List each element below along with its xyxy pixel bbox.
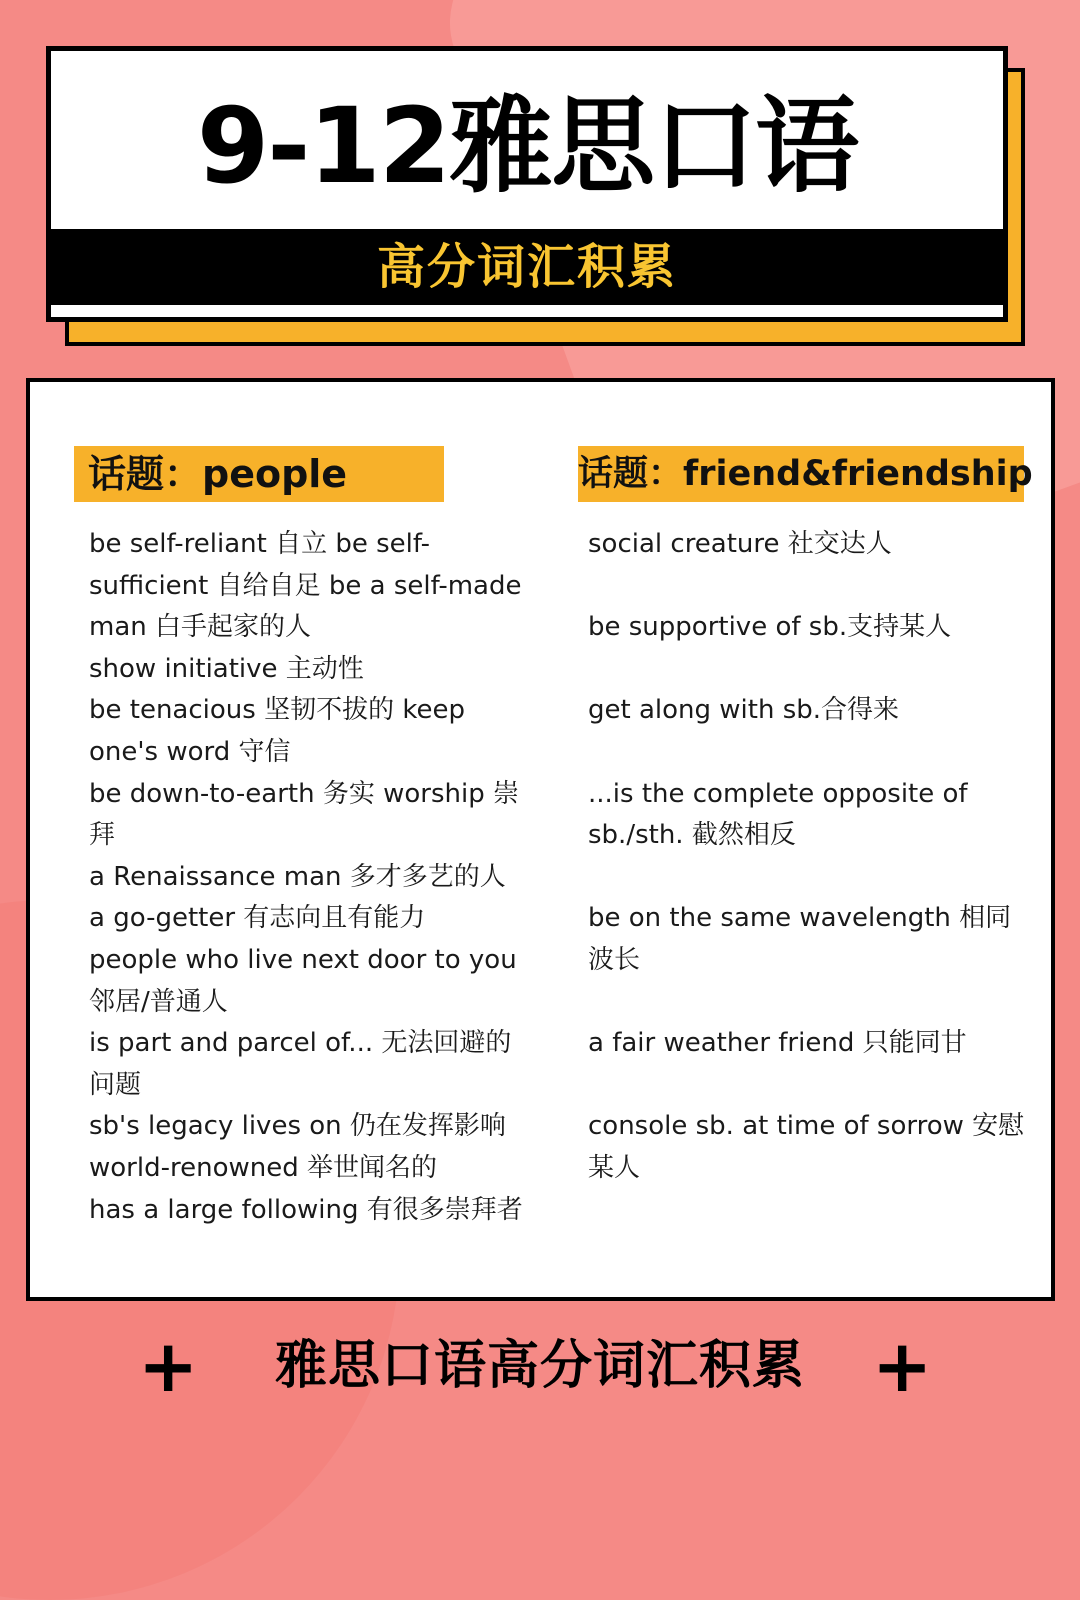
list-item: be self-reliant 自立 be self-sufficient 自给自足 be a self-made man 白手起家的人	[89, 529, 522, 643]
list-item: sb's legacy lives on 仍在发挥影响	[89, 1111, 506, 1142]
list-item: show initiative 主动性	[89, 653, 364, 684]
content-card	[26, 378, 1055, 1301]
plus-icon: +	[138, 1324, 199, 1408]
title-card	[46, 46, 1008, 322]
list-item: a fair weather friend 只能同甘	[588, 1028, 967, 1059]
plus-icon: +	[872, 1324, 933, 1408]
list-item: a go-getter 有志向且有能力	[89, 903, 426, 934]
column-people	[74, 446, 534, 1231]
list-item: console sb. at time of sorrow 安慰某人	[588, 1111, 1025, 1183]
footer-text: 雅思口语高分词汇积累	[274, 1336, 805, 1396]
list-item: has a large following 有很多崇拜者	[89, 1194, 523, 1225]
vocab-list-people	[74, 524, 534, 1231]
column-friendship	[578, 446, 1033, 1231]
vocab-list-friendship	[578, 524, 1028, 1190]
list-item: be tenacious 坚韧不拔的 keep one's word 守信	[89, 695, 465, 767]
list-item: world-renowned 举世闻名的	[89, 1152, 437, 1183]
list-item: people who live next door to you 邻居/普通人	[89, 944, 517, 1017]
list-item: be on the same wavelength 相同波长	[588, 903, 1012, 975]
topic-heading-people: 话题：people	[74, 446, 444, 502]
footer-banner	[0, 1324, 1080, 1408]
list-item: a Renaissance man 多才多艺的人	[89, 861, 506, 892]
list-item: be down-to-earth 务实 worship 崇拜	[89, 778, 519, 851]
list-item: is part and parcel of... 无法回避的问题	[89, 1028, 512, 1100]
topic-heading-friendship: 话题：friend&friendship	[578, 446, 1024, 502]
list-item: social creature 社交达人	[588, 529, 892, 559]
list-item: ...is the complete opposite of sb./sth. 截然相反	[588, 778, 968, 851]
list-item: be supportive of sb.支持某人	[588, 612, 952, 643]
page-subtitle: 高分词汇积累	[51, 229, 1003, 305]
page-title: 9-12雅思口语	[196, 85, 858, 207]
list-item: get along with sb.合得来	[588, 695, 900, 726]
